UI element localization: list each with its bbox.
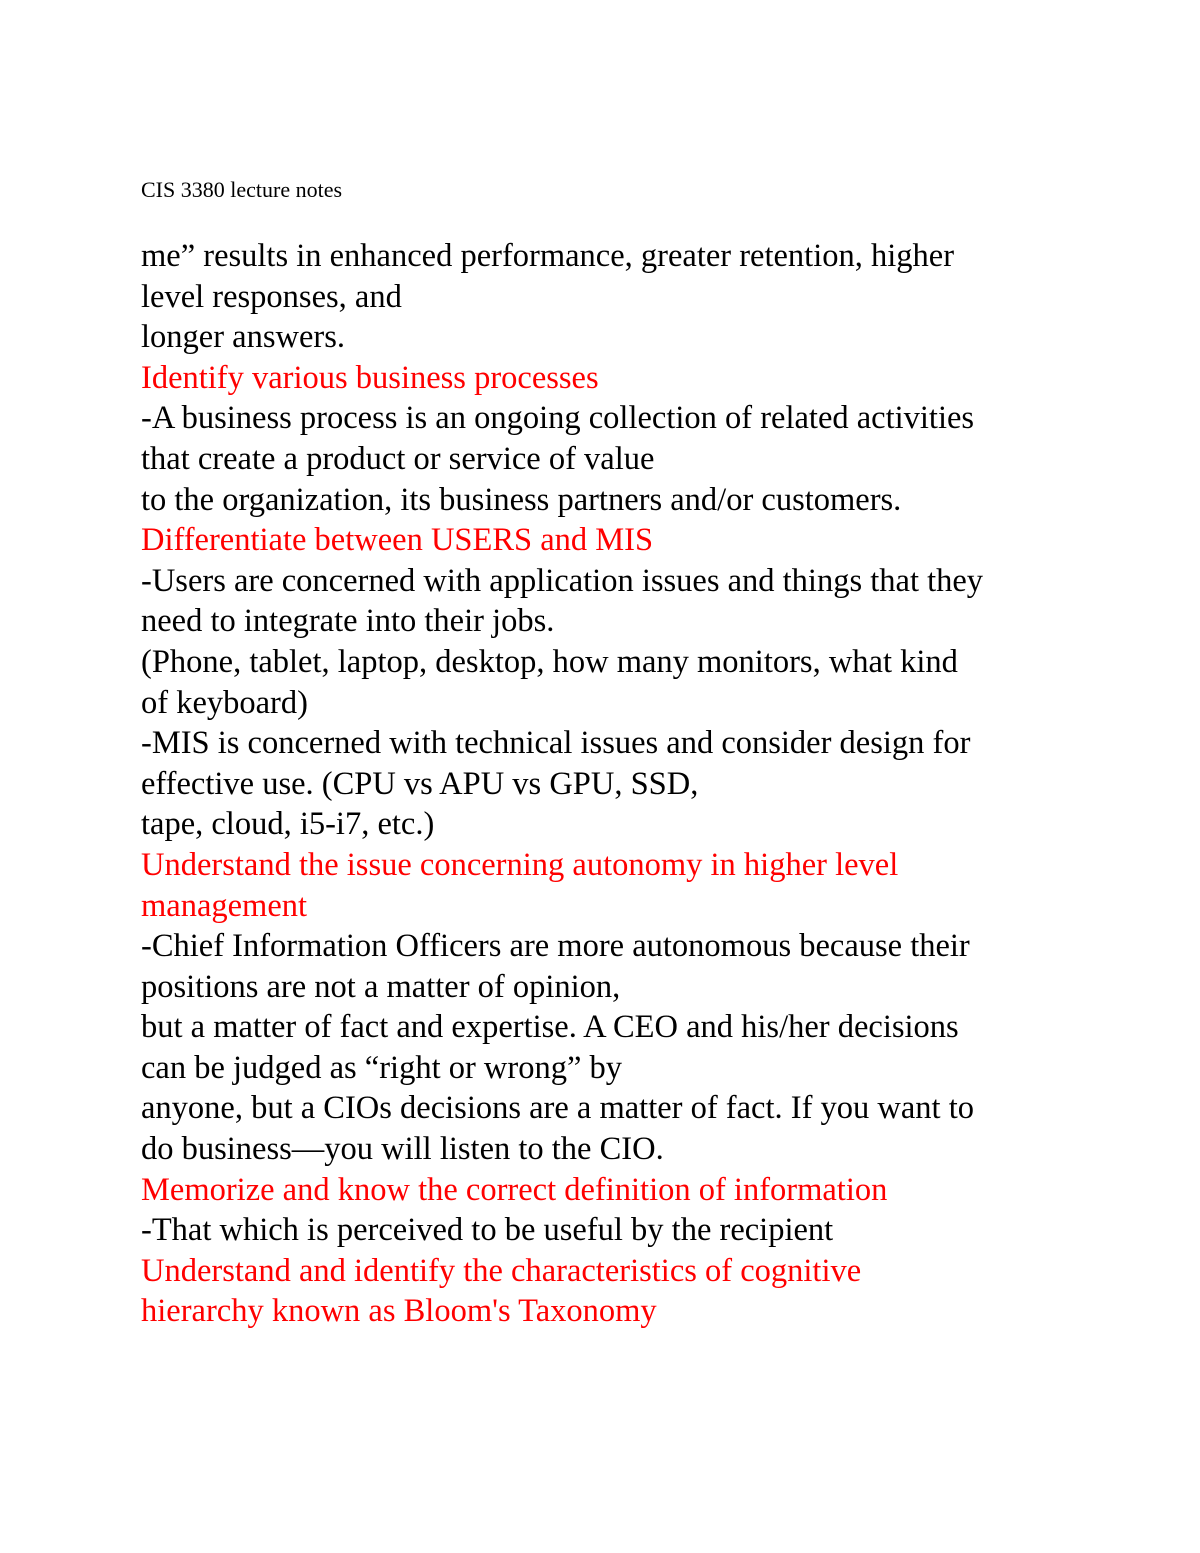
body-text-line: effective use. (CPU vs APU vs GPU, SSD, <box>141 765 699 802</box>
body-text-line: can be judged as “right or wrong” by <box>141 1049 623 1086</box>
section-heading-line: Memorize and know the correct definition of information <box>141 1171 888 1208</box>
document-body <box>141 236 1141 1332</box>
body-text-line: -MIS is concerned with technical issues and consider design for <box>141 725 971 762</box>
section-heading-line: management <box>141 887 308 924</box>
body-text-line: (Phone, tablet, laptop, desktop, how many monitors, what kind <box>141 643 958 680</box>
body-text-line: -A business process is an ongoing collection of related activities <box>141 400 975 437</box>
section-heading-line: Understand and identify the characteristics of cognitive <box>141 1252 862 1289</box>
body-text-line: level responses, and <box>141 278 402 315</box>
body-text-line: -Users are concerned with application issues and things that they <box>141 562 984 599</box>
body-text-line: -That which is perceived to be useful by the recipient <box>141 1212 834 1249</box>
section-heading-line: Understand the issue concerning autonomy in higher level <box>141 846 899 883</box>
body-text-line: tape, cloud, i5-i7, etc.) <box>141 806 435 843</box>
body-text-line: do business—you will listen to the CIO. <box>141 1131 664 1168</box>
body-text-line: -Chief Information Officers are more autonomous because their <box>141 928 970 965</box>
body-text-line: need to integrate into their jobs. <box>141 603 555 640</box>
body-text-line: to the organization, its business partners and/or customers. <box>141 481 902 518</box>
body-text-line: me” results in enhanced performance, greater retention, higher <box>141 238 955 274</box>
body-text-line: positions are not a matter of opinion, <box>141 968 621 1005</box>
body-text-line: anyone, but a CIOs decisions are a matter of fact. If you want to <box>141 1090 974 1127</box>
body-text-line: of keyboard) <box>141 684 308 721</box>
body-text-line: but a matter of fact and expertise. A CEO and his/her decisions <box>141 1009 959 1046</box>
section-heading-line: Differentiate between USERS and MIS <box>141 522 654 559</box>
page-header: CIS 3380 lecture notes <box>141 177 343 202</box>
body-text-line: that create a product or service of value <box>141 440 655 477</box>
section-heading-line: hierarchy known as Bloom's Taxonomy <box>141 1293 657 1330</box>
section-heading-line: Identify various business processes <box>141 359 599 396</box>
body-text-line: longer answers. <box>141 319 345 356</box>
